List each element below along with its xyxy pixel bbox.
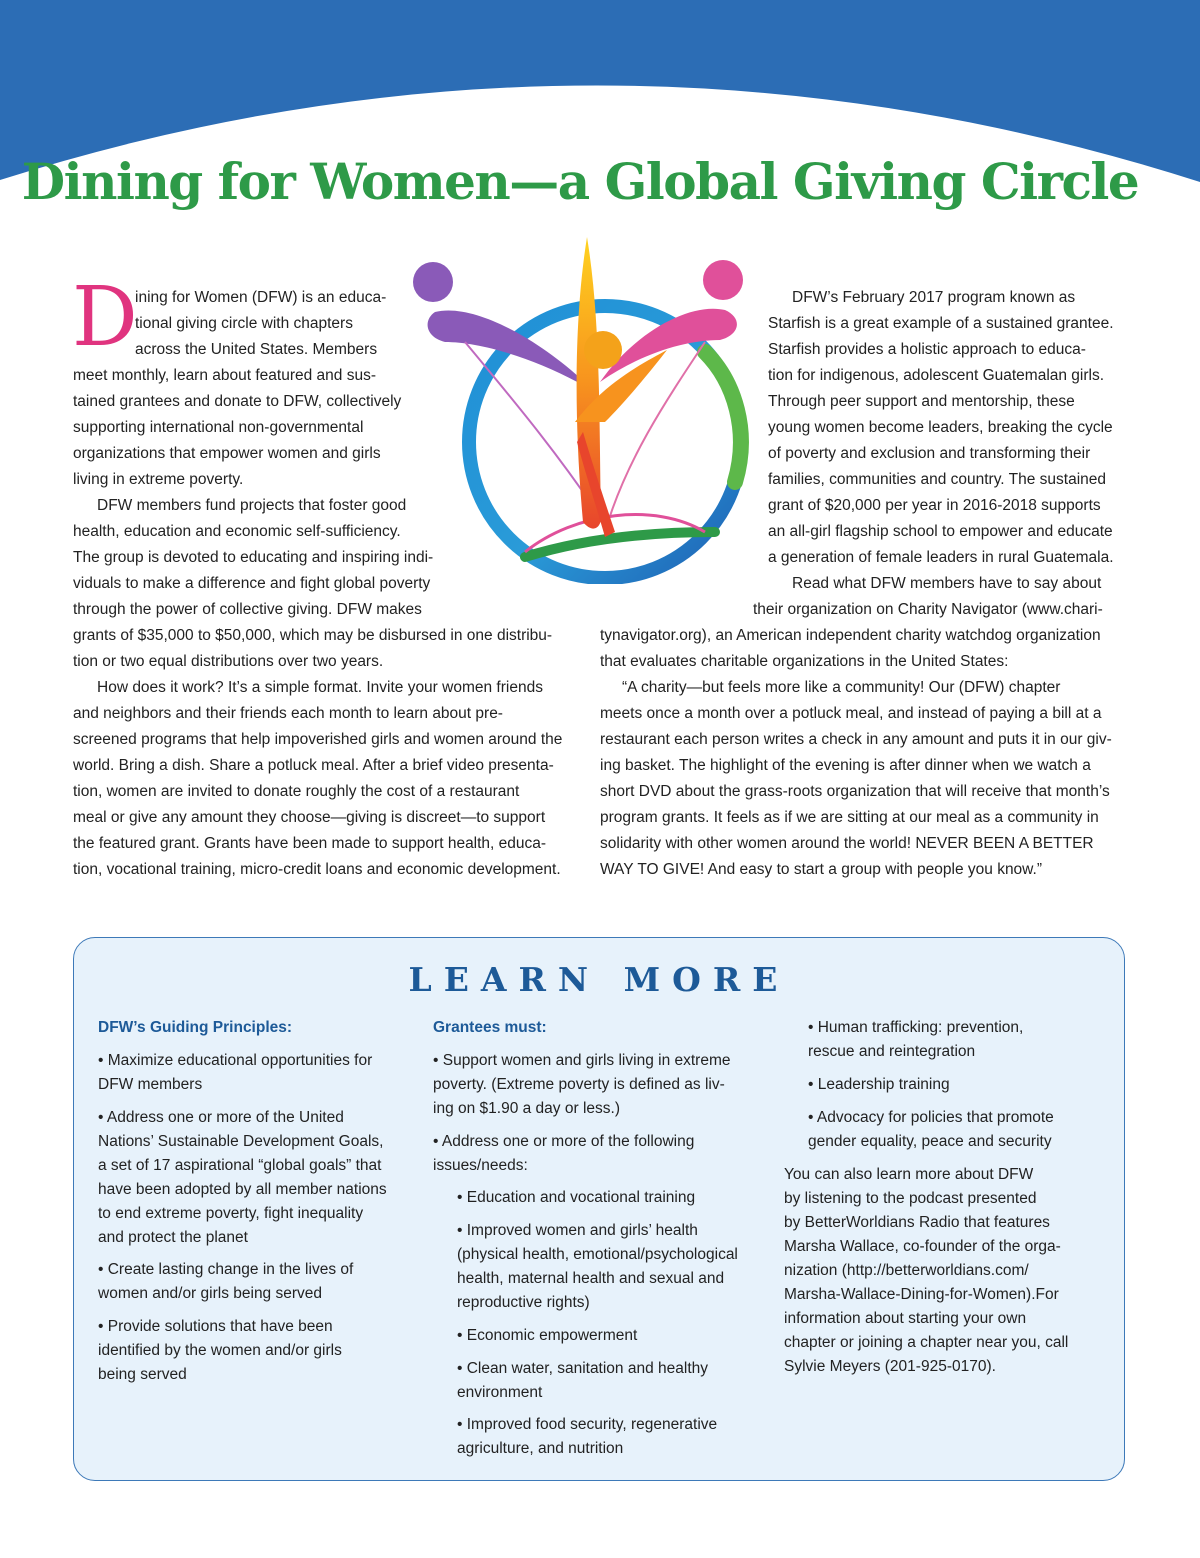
principles-line: have been adopted by all member nations xyxy=(98,1181,387,1198)
left-column-line: health, education and economic self-sufficiency. xyxy=(73,523,401,540)
left-column-line: living in extreme poverty. xyxy=(73,471,244,488)
principles-line: • Address one or more of the United xyxy=(98,1109,344,1126)
left-column-line: the featured grant. Grants have been made to support health, educa- xyxy=(73,835,547,852)
grantees-line: environment xyxy=(457,1384,543,1401)
podcast-line: nization (http://betterworldians.com/ xyxy=(784,1262,1029,1279)
left-column-line: tion, vocational training, micro-credit loans and economic development. xyxy=(73,861,561,878)
principles-heading: DFW’s Guiding Principles: xyxy=(98,1019,293,1036)
right-column-line: tion for indigenous, adolescent Guatemalan girls. xyxy=(768,367,1105,384)
right-column-line: short DVD about the grass-roots organization that will receive that month’s xyxy=(600,783,1110,800)
left-column-line: How does it work? It’s a simple format. Invite your women friends xyxy=(97,679,543,696)
principles-line: • Create lasting change in the lives of xyxy=(98,1261,354,1278)
grantees-line: poverty. (Extreme poverty is defined as liv- xyxy=(433,1076,725,1093)
grantees-line: health, maternal health and sexual and xyxy=(457,1270,725,1287)
grantees-line: • Support women and girls living in extreme xyxy=(433,1052,731,1069)
left-column-line: tained grantees and donate to DFW, collectively xyxy=(73,393,402,410)
right-column-line: an all-girl flagship school to empower and educate xyxy=(768,523,1113,540)
principles-line: • Maximize educational opportunities for xyxy=(98,1052,373,1069)
right-column-line: ing basket. The highlight of the evening is after dinner when we watch a xyxy=(600,757,1091,774)
left-column-line: tion or two equal distributions over two years. xyxy=(73,653,384,670)
right-column-line: families, communities and country. The sustained xyxy=(768,471,1107,488)
grantees-line: agriculture, and nutrition xyxy=(457,1440,624,1457)
dfw-circle-of-figures-logo-icon xyxy=(405,232,795,584)
grantees-line: (physical health, emotional/psychological xyxy=(457,1246,738,1263)
left-column-line: grants of $35,000 to $50,000, which may be disbursed in one distribu- xyxy=(73,627,553,644)
issues-line: • Leadership training xyxy=(808,1076,950,1093)
learn-more-title: LEARN MORE xyxy=(408,960,790,999)
left-column-line: world. Bring a dish. Share a potluck meal. After a brief video presenta- xyxy=(73,757,554,774)
principles-line: and protect the planet xyxy=(98,1229,248,1246)
left-column-line: meal or give any amount they choose—giving is discreet—to support xyxy=(73,809,546,826)
right-column-line: Through peer support and mentorship, these xyxy=(768,393,1075,410)
principles-line: Nations’ Sustainable Development Goals, xyxy=(98,1133,384,1150)
drop-cap: D xyxy=(72,270,138,365)
left-column-line: The group is devoted to educating and inspiring indi- xyxy=(73,549,434,566)
principles-line: • Provide solutions that have been xyxy=(98,1318,333,1335)
podcast-line: Marsha Wallace, co-founder of the orga- xyxy=(784,1238,1061,1255)
grantees-line: • Clean water, sanitation and healthy xyxy=(457,1360,709,1377)
principles-line: to end extreme poverty, fight inequality xyxy=(98,1205,364,1222)
left-column-line: DFW members fund projects that foster good xyxy=(97,497,407,514)
left-column-line: meet monthly, learn about featured and sus- xyxy=(73,367,376,384)
issues-line: rescue and reintegration xyxy=(808,1043,976,1060)
right-column-line: young women become leaders, breaking the cycle xyxy=(768,419,1113,436)
right-column-line: tynavigator.org), an American independent charity watchdog organization xyxy=(600,627,1101,644)
right-column-line: Read what DFW members have to say about xyxy=(792,575,1102,592)
left-column-line: supporting international non-governmental xyxy=(73,419,364,436)
right-column-line: WAY TO GIVE! And easy to start a group with people you know.” xyxy=(600,861,1042,878)
right-column-line: that evaluates charitable organizations in the United States: xyxy=(600,653,1009,670)
right-column-line: a generation of female leaders in rural Guatemala. xyxy=(768,549,1114,566)
grantees-heading: Grantees must: xyxy=(433,1019,547,1036)
issues-line: • Advocacy for policies that promote xyxy=(808,1109,1054,1126)
right-column-line: grant of $20,000 per year in 2016-2018 supports xyxy=(768,497,1101,514)
podcast-line: Sylvie Meyers (201-925-0170). xyxy=(784,1358,996,1375)
podcast-line: You can also learn more about DFW xyxy=(784,1166,1034,1183)
grantees-line: • Economic empowerment xyxy=(457,1327,638,1344)
issues-line: gender equality, peace and security xyxy=(808,1133,1052,1150)
right-column-line: restaurant each person writes a check in any amount and puts it in our giv- xyxy=(600,731,1112,748)
left-column-line: viduals to make a difference and fight global poverty xyxy=(73,575,431,592)
left-column-line: tion, women are invited to donate roughly the cost of a restaurant xyxy=(73,783,520,800)
grantees-line: • Improved food security, regenerative xyxy=(457,1416,718,1433)
right-column-line: “A charity—but feels more like a community! Our (DFW) chapter xyxy=(622,679,1061,696)
right-column-line: Starfish provides a holistic approach to educa- xyxy=(768,341,1086,358)
principles-line: being served xyxy=(98,1366,187,1383)
left-column-line: ining for Women (DFW) is an educa- xyxy=(135,289,387,306)
principles-line: women and/or girls being served xyxy=(98,1285,323,1302)
right-column-line: solidarity with other women around the world! NEVER BEEN A BETTER xyxy=(600,835,1094,852)
left-column-line: across the United States. Members xyxy=(135,341,378,358)
left-column-line: through the power of collective giving. DFW makes xyxy=(73,601,422,618)
podcast-line: by BetterWorldians Radio that features xyxy=(784,1214,1050,1231)
right-column-line: their organization on Charity Navigator (www.chari- xyxy=(753,601,1103,618)
issues-line: • Human trafficking: prevention, xyxy=(808,1019,1024,1036)
right-column-line: meets once a month over a potluck meal, and instead of paying a bill at a xyxy=(600,705,1102,722)
right-column-line: of poverty and exclusion and transforming their xyxy=(768,445,1091,462)
right-column-line: Starfish is a great example of a sustained grantee. xyxy=(768,315,1114,332)
podcast-line: information about starting your own xyxy=(784,1310,1027,1327)
left-column-line: tional giving circle with chapters xyxy=(135,315,353,332)
grantees-line: ing on $1.90 a day or less.) xyxy=(433,1100,620,1117)
grantees-line: • Improved women and girls’ health xyxy=(457,1222,698,1239)
grantees-line: reproductive rights) xyxy=(457,1294,590,1311)
left-column-line: screened programs that help impoverished girls and women around the xyxy=(73,731,563,748)
right-column-line: program grants. It feels as if we are sitting at our meal as a community in xyxy=(600,809,1099,826)
podcast-line: chapter or joining a chapter near you, call xyxy=(784,1334,1069,1351)
right-column-line: DFW’s February 2017 program known as xyxy=(792,289,1076,306)
page-title: Dining for Women—a Global Giving Circle xyxy=(21,152,1139,211)
grantees-line: • Address one or more of the following xyxy=(433,1133,695,1150)
principles-line: identified by the women and/or girls xyxy=(98,1342,342,1359)
left-column-line: organizations that empower women and girls xyxy=(73,445,381,462)
grantees-line: • Education and vocational training xyxy=(457,1189,696,1206)
podcast-line: Marsha-Wallace-Dining-for-Women).For xyxy=(784,1286,1059,1303)
left-column-line: and neighbors and their friends each month to learn about pre- xyxy=(73,705,503,722)
grantees-line: issues/needs: xyxy=(433,1157,528,1174)
podcast-line: by listening to the podcast presented xyxy=(784,1190,1037,1207)
principles-line: DFW members xyxy=(98,1076,203,1093)
principles-line: a set of 17 aspirational “global goals” that xyxy=(98,1157,382,1174)
